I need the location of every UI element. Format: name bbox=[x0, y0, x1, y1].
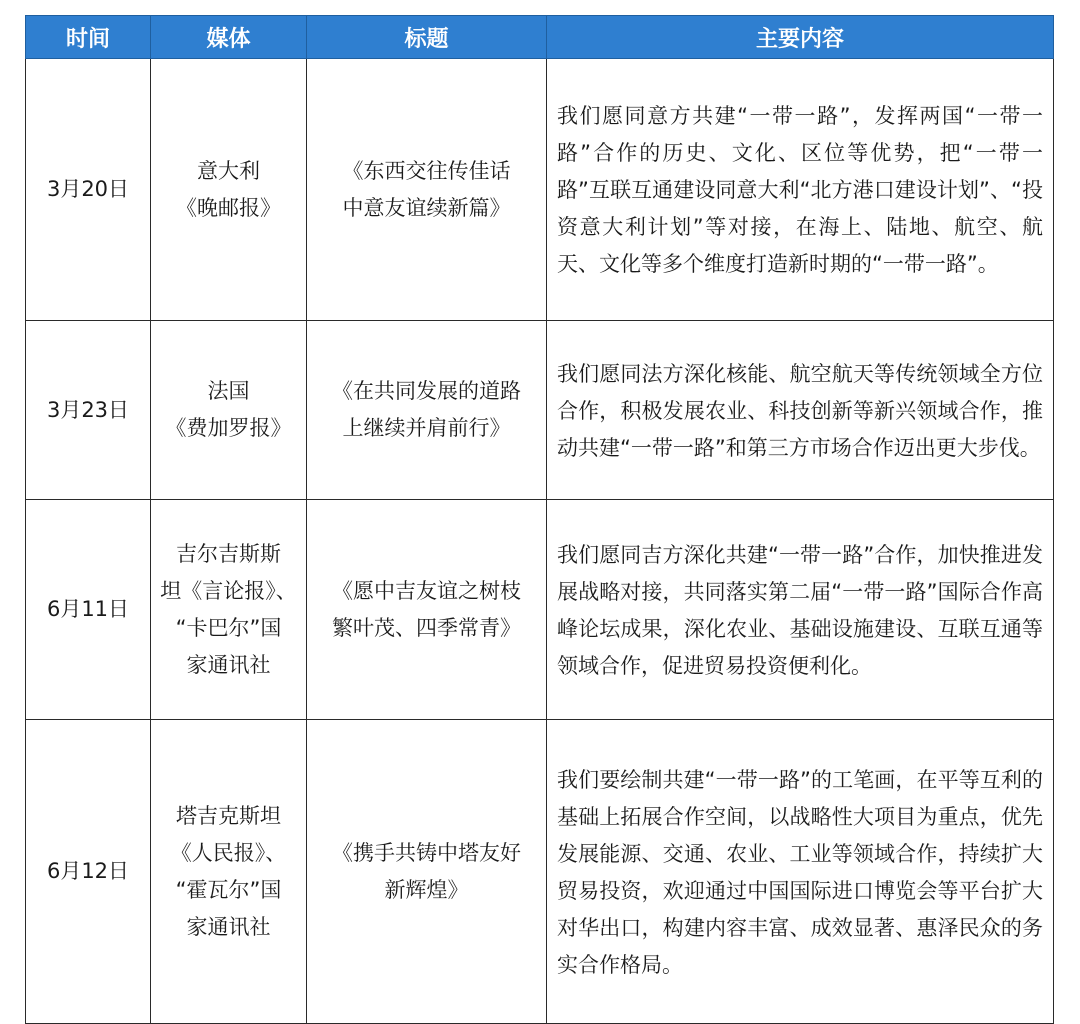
table-row bbox=[26, 500, 1054, 720]
media-line: “卡巴尔”国 bbox=[175, 615, 282, 640]
media-line: 坦《言论报》、 bbox=[160, 578, 297, 603]
media-line: 家通讯社 bbox=[186, 652, 271, 677]
cell-title bbox=[307, 500, 547, 720]
cell-title bbox=[307, 321, 547, 500]
media-line: 《晚邮报》 bbox=[176, 195, 281, 220]
cell-media bbox=[151, 720, 307, 1024]
media-line: 塔吉克斯坦 bbox=[176, 803, 281, 828]
cell-content: 我们愿同法方深化核能、航空航天等传统领域全方位合作，积极发展农业、科技创新等新兴领域合作，推动共建“一带一路”和第三方市场合作迈出更大步伐。 bbox=[547, 321, 1054, 500]
cell-time: 6月11日 bbox=[26, 500, 151, 720]
cell-time: 3月20日 bbox=[26, 59, 151, 321]
cell-media bbox=[151, 59, 307, 321]
media-articles-table bbox=[25, 15, 1054, 1024]
media-articles-table-wrapper bbox=[25, 15, 1053, 1024]
cell-content: 我们愿同意方共建“一带一路”，发挥两国“一带一路”合作的历史、文化、区位等优势，把“一带一路”互联互通建设同意大利“北方港口建设计划”、“投资意大利计划”等对接，在海上、陆地、航空、航天、文化等多个维度打造新时期的“一带一路”。 bbox=[547, 59, 1054, 321]
title-line: 繁叶茂、四季常青》 bbox=[332, 615, 521, 640]
media-line: “霍瓦尔”国 bbox=[175, 877, 282, 902]
title-line: 《东西交往传佳话 bbox=[342, 158, 511, 183]
cell-title bbox=[307, 59, 547, 321]
media-line: 法国 bbox=[207, 379, 250, 403]
media-line: 《人民报》、 bbox=[170, 840, 287, 865]
title-line: 中意友谊续新篇》 bbox=[342, 195, 511, 220]
cell-title bbox=[307, 720, 547, 1024]
table-row bbox=[26, 321, 1054, 500]
cell-media bbox=[151, 321, 307, 500]
cell-content: 我们要绘制共建“一带一路”的工笔画，在平等互利的基础上拓展合作空间，以战略性大项目为重点，优先发展能源、交通、农业、工业等领域合作，持续扩大贸易投资，欢迎通过中国国际进口博览会等平台扩大对华出口，构建内容丰富、成效显著、惠泽民众的务实合作格局。 bbox=[547, 720, 1054, 1024]
table-row bbox=[26, 720, 1054, 1024]
cell-media bbox=[151, 500, 307, 720]
table-row bbox=[26, 59, 1054, 321]
cell-time: 6月12日 bbox=[26, 720, 151, 1024]
cell-time: 3月23日 bbox=[26, 321, 151, 500]
header-title: 标题 bbox=[307, 16, 547, 59]
media-line: 吉尔吉斯斯 bbox=[176, 541, 281, 566]
header-time: 时间 bbox=[26, 16, 151, 59]
media-line: 意大利 bbox=[197, 158, 260, 183]
media-line: 家通讯社 bbox=[186, 914, 271, 939]
media-line: 《费加罗报》 bbox=[165, 416, 292, 440]
header-content: 主要内容 bbox=[547, 16, 1054, 59]
table-header-row bbox=[26, 16, 1054, 59]
title-line: 上继续并肩前行》 bbox=[342, 416, 511, 440]
cell-content: 我们愿同吉方深化共建“一带一路”合作，加快推进发展战略对接，共同落实第二届“一带一路”国际合作高峰论坛成果，深化农业、基础设施建设、互联互通等领域合作，促进贸易投资便利化。 bbox=[547, 500, 1054, 720]
title-line: 新辉煌》 bbox=[384, 877, 469, 902]
title-line: 《携手共铸中塔友好 bbox=[332, 840, 521, 865]
title-line: 《在共同发展的道路 bbox=[332, 379, 521, 403]
title-line: 《愿中吉友谊之树枝 bbox=[332, 578, 521, 603]
header-media: 媒体 bbox=[151, 16, 307, 59]
